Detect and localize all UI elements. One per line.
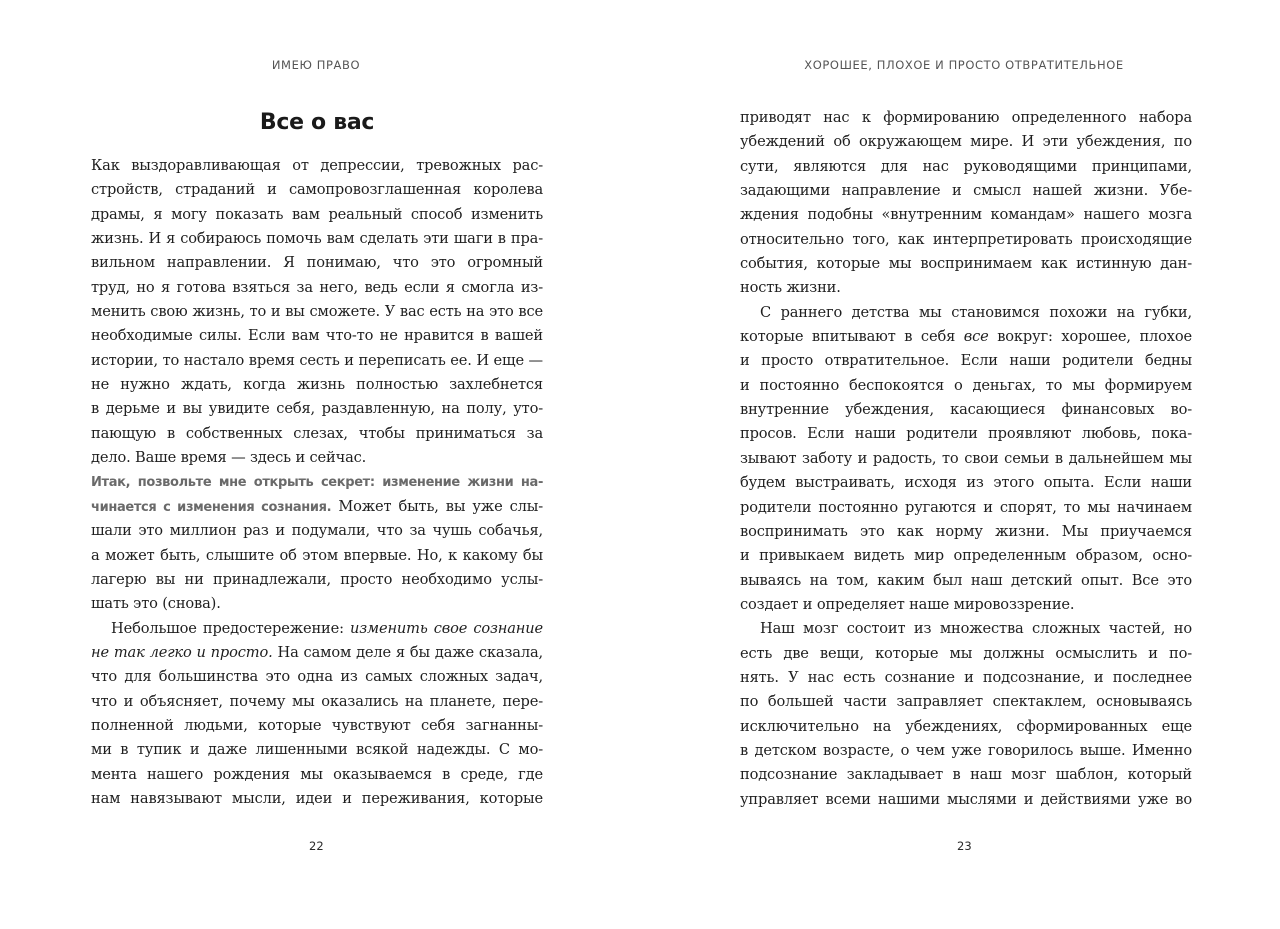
italic-emphasis: изменить свое сознание	[349, 619, 543, 637]
text-line: истории, то настало время сесть и переписать ее. И еще —	[91, 351, 543, 369]
text-line: будем выстраивать, исходя из этого опыта. Если наши	[740, 474, 1192, 492]
right-page	[640, 0, 1280, 929]
text-line	[91, 617, 543, 641]
text-line: вильном направлении. Я понимаю, что это огромный	[91, 254, 543, 272]
text-line	[740, 325, 1192, 349]
text-line: шали это миллион раз и подумали, что за чушь собачья,	[91, 522, 543, 540]
highlighted-statement: Итак, позвольте мне открыть секрет: изменение жизни на-	[91, 475, 543, 491]
paragraph-warning	[91, 617, 543, 812]
text-line: ность жизни.	[740, 279, 841, 297]
right-text-column	[740, 106, 1192, 812]
text-line: зывают заботу и радость, то свои семьи в дальнейшем мы	[740, 449, 1192, 467]
text-line: стройств, страданий и самопровозглашенная королева	[91, 181, 543, 199]
text-line	[91, 495, 543, 519]
paragraph-secret	[91, 470, 543, 616]
text-line: труд, но я готова взяться за него, ведь если я смогла из-	[91, 278, 543, 296]
running-head-left: ИМЕЮ ПРАВО	[271, 58, 361, 72]
text-line: ждения подобны «внутренним командам» нашего мозга	[740, 206, 1192, 224]
text-line: подсознание закладывает в наш мозг шаблон, который	[740, 766, 1192, 784]
text-line: вываясь на том, каким был наш детский опыт. Все это	[740, 571, 1192, 589]
text-line: шать это (снова).	[91, 595, 221, 613]
paragraph-intro	[91, 154, 543, 470]
text-line: что и объясняет, почему мы оказались на планете, пере-	[91, 692, 543, 710]
text-fragment: Небольшое предостережение:	[111, 619, 350, 637]
text-line: Как выздоравливающая от депрессии, тревожных рас-	[91, 157, 543, 174]
paragraph-brain	[740, 617, 1192, 812]
text-line: и постоянно беспокоятся о деньгах, то мы формируем	[740, 376, 1192, 394]
text-line: управляет всеми нашими мыслями и действиями уже во	[740, 790, 1192, 808]
page-number-left: 22	[309, 839, 324, 853]
text-line: создает и определяет наше мировоззрение.	[740, 595, 1075, 613]
text-line: нам навязывают мысли, идеи и переживания, которые	[91, 789, 543, 807]
text-line: по большей части заправляет спектаклем, основываясь	[740, 693, 1192, 711]
text-line: задающими направление и смысл нашей жизни. Убе-	[740, 182, 1192, 200]
page-number-right: 23	[957, 839, 972, 853]
text-line: в детском возрасте, о чем уже говорилось выше. Именно	[740, 741, 1192, 759]
text-line: лагерю вы ни принадлежали, просто необходимо услы-	[91, 570, 543, 588]
paragraph-continued	[740, 106, 1192, 301]
text-fragment: вокруг: хорошее, плохое	[988, 328, 1192, 346]
text-fragment: Может быть, вы уже слы-	[331, 497, 543, 515]
text-line: события, которые мы воспринимаем как истинную дан-	[740, 255, 1192, 273]
text-line: мента нашего рождения мы оказываемся в среде, где	[91, 765, 543, 783]
text-fragment: которые впитывают в себя	[740, 328, 964, 346]
italic-emphasis: не так легко и просто.	[91, 643, 273, 661]
text-line: что для большинства это одна из самых сложных задач,	[91, 668, 543, 686]
text-line	[91, 641, 543, 665]
text-line: родители постоянно ругаются и спорят, то мы начинаем	[740, 498, 1192, 516]
text-line: внутренние убеждения, касающиеся финансовых во-	[740, 401, 1192, 419]
running-head-right: ХОРОШЕЕ, ПЛОХОЕ И ПРОСТО ОТВРАТИТЕЛЬНОЕ	[804, 58, 1124, 72]
text-line: полненной людьми, которые чувствуют себя загнанны-	[91, 716, 543, 734]
text-line: ми в тупик и даже лишенными всякой надежды. С мо-	[91, 741, 543, 759]
left-text-column	[91, 106, 543, 811]
text-fragment: На самом деле я бы даже сказала,	[272, 643, 543, 661]
text-line: Наш мозг состоит из множества сложных частей, но	[760, 620, 1192, 638]
text-line: нять. У нас есть сознание и подсознание, и последнее	[740, 668, 1192, 686]
text-line: и привыкаем видеть мир определенным образом, осно-	[740, 547, 1192, 565]
text-line: убеждений об окружающем мире. И эти убеждения, по	[740, 133, 1192, 151]
text-line	[91, 470, 543, 494]
text-line: сути, являются для нас руководящими принципами,	[740, 157, 1192, 175]
text-line: есть две вещи, которые мы должны осмыслить и по-	[740, 644, 1192, 662]
text-line: просов. Если наши родители проявляют любовь, пока-	[740, 425, 1192, 443]
text-line: не нужно ждать, когда жизнь полностью захлебнется	[91, 376, 543, 394]
text-line: а может быть, слышите об этом впервые. Но, к какому бы	[91, 546, 543, 564]
text-line: необходимые силы. Если вам что-то не нравится в вашей	[91, 327, 543, 345]
highlighted-statement: чинается с изменения сознания.	[91, 499, 332, 515]
italic-emphasis: все	[963, 328, 989, 346]
chapter-title: Все о вас	[259, 110, 375, 135]
text-line: и просто отвратительное. Если наши родители бедны	[740, 352, 1192, 370]
text-line: менить свою жизнь, то и вы сможете. У вас есть на это все	[91, 303, 543, 321]
text-line: исключительно на убеждениях, сформированных еще	[740, 717, 1192, 735]
text-line: дело. Ваше время — здесь и сейчас.	[91, 449, 367, 467]
text-line: относительно того, как интерпретировать происходящие	[740, 230, 1192, 248]
text-line: воспринимать это как норму жизни. Мы приучаемся	[740, 522, 1192, 540]
text-line: С раннего детства мы становимся похожи на губки,	[760, 303, 1192, 321]
text-line: драмы, я могу показать вам реальный способ изменить	[91, 205, 543, 223]
text-line: жизнь. И я собираюсь помочь вам сделать эти шаги в пра-	[91, 230, 543, 248]
text-line: приводят нас к формированию определенного набора	[740, 109, 1192, 126]
text-line: пающую в собственных слезах, чтобы приниматься за	[91, 424, 543, 442]
paragraph-sponges	[740, 301, 1192, 617]
text-line: в дерьме и вы увидите себя, раздавленную, на полу, уто-	[91, 400, 543, 418]
